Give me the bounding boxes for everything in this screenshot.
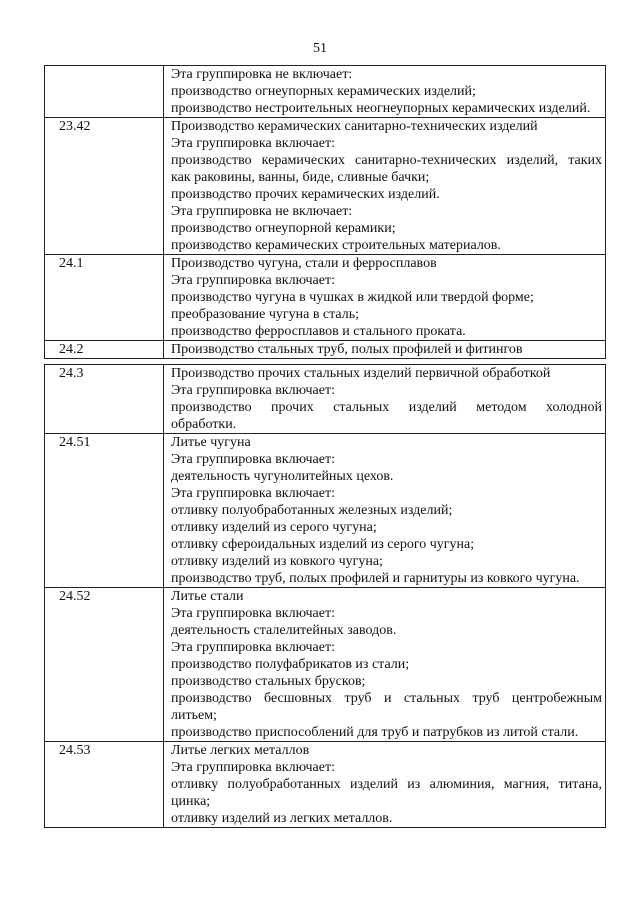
page-number: 51 — [313, 41, 327, 56]
description-line: Эта группировка включает: — [171, 606, 335, 621]
description-line: производство керамических санитарно-технических изделий, таких — [171, 153, 602, 168]
classification-code: 24.3 — [45, 365, 164, 434]
description-line: Эта группировка включает: — [171, 273, 335, 288]
table-row — [45, 742, 606, 828]
classification-description — [164, 434, 606, 588]
description-line: Литье чугуна — [171, 435, 251, 450]
classification-description — [164, 255, 606, 341]
description-line: Эта группировка не включает: — [171, 204, 353, 219]
classification-description — [164, 118, 606, 255]
description-line: Эта группировка включает: — [171, 136, 335, 151]
description-line: производство нестроительных неогнеупорных керамических изделий. — [171, 101, 591, 116]
classification-table — [44, 65, 606, 828]
table-row — [45, 365, 606, 434]
description-line: Литье стали — [171, 589, 244, 604]
description-line: производство стальных брусков; — [171, 674, 366, 689]
description-line: отливку изделий из серого чугуна; — [171, 520, 377, 535]
classification-description — [164, 588, 606, 742]
description-line: деятельность сталелитейных заводов. — [171, 623, 397, 638]
description-line: Производство прочих стальных изделий первичной обработкой — [171, 366, 551, 381]
description-line: производство труб, полых профилей и гарнитуры из ковкого чугуна. — [171, 571, 580, 586]
description-line: производство прочих стальных изделий методом холодной — [171, 400, 602, 415]
table-row — [45, 588, 606, 742]
description-line: Производство керамических санитарно-технических изделий — [171, 119, 538, 134]
description-line: Эта группировка включает: — [171, 760, 335, 775]
table-row — [45, 341, 606, 359]
description-line: деятельность чугунолитейных цехов. — [171, 469, 394, 484]
classification-code: 24.51 — [45, 434, 164, 588]
description-line: Эта группировка не включает: — [171, 67, 353, 82]
description-line: Литье легких металлов — [171, 743, 310, 758]
description-line: производство огнеупорной керамики; — [171, 221, 396, 236]
classification-code: 23.42 — [45, 118, 164, 255]
classification-code: 24.52 — [45, 588, 164, 742]
description-line: отливку полуобработанных изделий из алюминия, магния, титана, — [171, 777, 602, 792]
description-line: Производство стальных труб, полых профилей и фитингов — [171, 342, 523, 357]
description-line: обработки. — [171, 417, 237, 432]
description-line: производство полуфабрикатов из стали; — [171, 657, 410, 672]
description-line: литьем; — [171, 708, 217, 723]
description-line: как раковины, ванны, биде, сливные бачки; — [171, 170, 430, 185]
description-line: производство керамических строительных материалов. — [171, 238, 501, 253]
description-line: Эта группировка включает: — [171, 452, 335, 467]
classification-description — [164, 66, 606, 118]
description-line: Эта группировка включает: — [171, 383, 335, 398]
classification-description — [164, 365, 606, 434]
table-row — [45, 434, 606, 588]
description-line: производство ферросплавов и стального проката. — [171, 324, 466, 339]
description-line: производство бесшовных труб и стальных труб центробежным — [171, 691, 602, 706]
description-line: производство чугуна в чушках в жидкой или твердой форме; — [171, 290, 534, 305]
description-line: отливку сфероидальных изделий из серого чугуна; — [171, 537, 475, 552]
classification-table-body — [45, 66, 606, 828]
description-line: Эта группировка включает: — [171, 640, 335, 655]
classification-code: 24.53 — [45, 742, 164, 828]
classification-code: 24.2 — [45, 341, 164, 359]
classification-code: 24.1 — [45, 255, 164, 341]
description-line: преобразование чугуна в сталь; — [171, 307, 360, 322]
description-line: производство огнеупорных керамических изделий; — [171, 84, 476, 99]
description-line: Эта группировка включает: — [171, 486, 335, 501]
description-line: отливку полуобработанных железных изделий; — [171, 503, 453, 518]
table-row — [45, 66, 606, 118]
description-line: производство приспособлений для труб и патрубков из литой стали. — [171, 725, 579, 740]
classification-description — [164, 341, 606, 359]
description-line: цинка; — [171, 794, 211, 809]
description-line: отливку изделий из легких металлов. — [171, 811, 393, 826]
table-row — [45, 118, 606, 255]
description-line: отливку изделий из ковкого чугуна; — [171, 554, 383, 569]
classification-code — [45, 66, 164, 118]
classification-description — [164, 742, 606, 828]
description-line: Производство чугуна, стали и ферросплавов — [171, 256, 437, 271]
table-row — [45, 255, 606, 341]
description-line: производство прочих керамических изделий. — [171, 187, 440, 202]
